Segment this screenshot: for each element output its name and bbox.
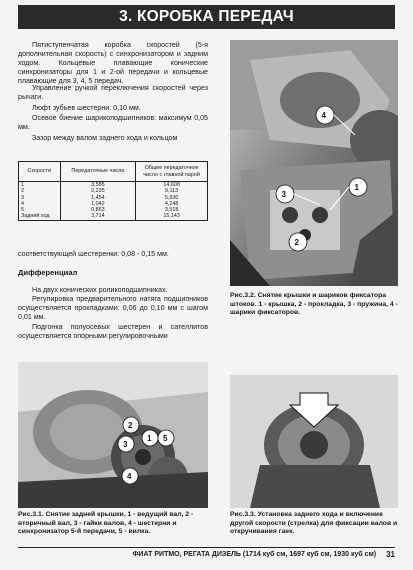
figure-label: 5: [163, 434, 168, 443]
table-cell: 4,248: [136, 201, 208, 207]
figure-label: 4: [321, 111, 326, 120]
figure-label: 4: [127, 472, 132, 481]
figure-label: 3: [281, 190, 286, 199]
gear-ratio-table: [18, 161, 208, 221]
figure-3-1-caption: Рис.3.1. Снятие задней крышки. 1 - ведущий вал, 2 - вторичный вал, 3 - гайки валов, 4 - шестерни и синхронизатор 5-й передачи, 5 - вилка.: [18, 511, 194, 536]
table-row: [19, 182, 208, 189]
table-cell: 1,042: [60, 201, 136, 207]
clearance-paragraph: Зазор между валом заднего хода и кольцом: [32, 134, 178, 142]
table-header: Передаточные числа: [60, 162, 136, 182]
differential-heading: Дифференциал: [18, 268, 78, 277]
backlash-paragraph: Люфт зубьев шестерни: 0,10 мм.: [32, 104, 141, 112]
table-cell: 2: [19, 188, 61, 194]
figure-label: 1: [147, 434, 152, 443]
figure-3-2-photo: [230, 40, 398, 286]
table-cell: 3,585: [60, 182, 136, 189]
figure-label: 1: [354, 183, 359, 192]
table-header: Общее передаточное число с главной парой: [136, 162, 208, 182]
page-number: 31: [386, 549, 395, 559]
table-cell: 5,930: [136, 195, 208, 201]
table-cell: 1,454: [60, 195, 136, 201]
differential-paragraph-1: На двух конических роликоподшипниках.: [32, 286, 168, 294]
table-cell: 14,608: [136, 182, 208, 189]
table-cell: 0,863: [60, 207, 136, 213]
differential-paragraph-3: Подгонка полуосевых шестерен и сателлитов осуществляется опорными регулировочными: [18, 323, 208, 341]
page-footer: [18, 547, 395, 560]
differential-paragraph-2: Регулировка предварительного натяга подшипников осуществляется прокладками: 0,06 до 0,10 мм с шагом 0,01 мм.: [18, 295, 208, 322]
intro-paragraph: Пятиступенчатая коробка скоростей (5-я дополнительная скорость) с синхронизатором и задним ходом. Кольцевые плавающие конические синхронизаторы для 1 и 2-ой передачи и кольцевые плавающие для 3, 4, 5 передач.: [18, 41, 208, 86]
table-header: Скорости: [19, 162, 61, 182]
table-row: [19, 213, 208, 220]
table-cell: Задний ход: [19, 213, 61, 220]
page-title: 3. КОРОБКА ПЕРЕДАЧ: [18, 5, 395, 29]
footer-title: ФИАТ РИТМО, РЕГАТА ДИЗЕЛЬ (1714 куб см, 1697 куб см, 1930 куб см): [132, 550, 377, 558]
figure-3-2-caption: Рис.3.2. Снятие крышки и шариков фиксатора штоков. 1 - крышка, 2 - прокладка, 3 - пружина, 4 - шарики фиксаторов.: [230, 292, 398, 317]
table-cell: 3,518: [136, 207, 208, 213]
figure-3-3-photo: [230, 375, 398, 508]
runout-paragraph: Осевое биение шарикоподшипников: максимум 0,05 мм.: [18, 114, 208, 132]
control-paragraph: Управление ручкой переключения скоростей через рычаги.: [18, 84, 208, 102]
figure-label: 2: [294, 238, 299, 247]
table-cell: 4: [19, 201, 61, 207]
figure-3-1-photo: [18, 362, 208, 508]
figure-label: 3: [123, 440, 128, 449]
figure-3-3-caption: Рис.3.3. Установка заднего хода и включение другой скорости (стрелка) для фиксации валов и откручивания гаек.: [230, 511, 398, 536]
clearance-continuation: соответствующей шестеренки: 0,08 - 0,15 мм.: [18, 250, 169, 258]
table-cell: 3: [19, 195, 61, 201]
table-cell: 2,235: [60, 188, 136, 194]
table-cell: 5: [19, 207, 61, 213]
table-cell: 1: [19, 182, 61, 189]
figure-label: 2: [128, 421, 133, 430]
table-cell: 15,143: [136, 213, 208, 220]
table-cell: 3,714: [60, 213, 136, 220]
table-cell: 9,113: [136, 188, 208, 194]
